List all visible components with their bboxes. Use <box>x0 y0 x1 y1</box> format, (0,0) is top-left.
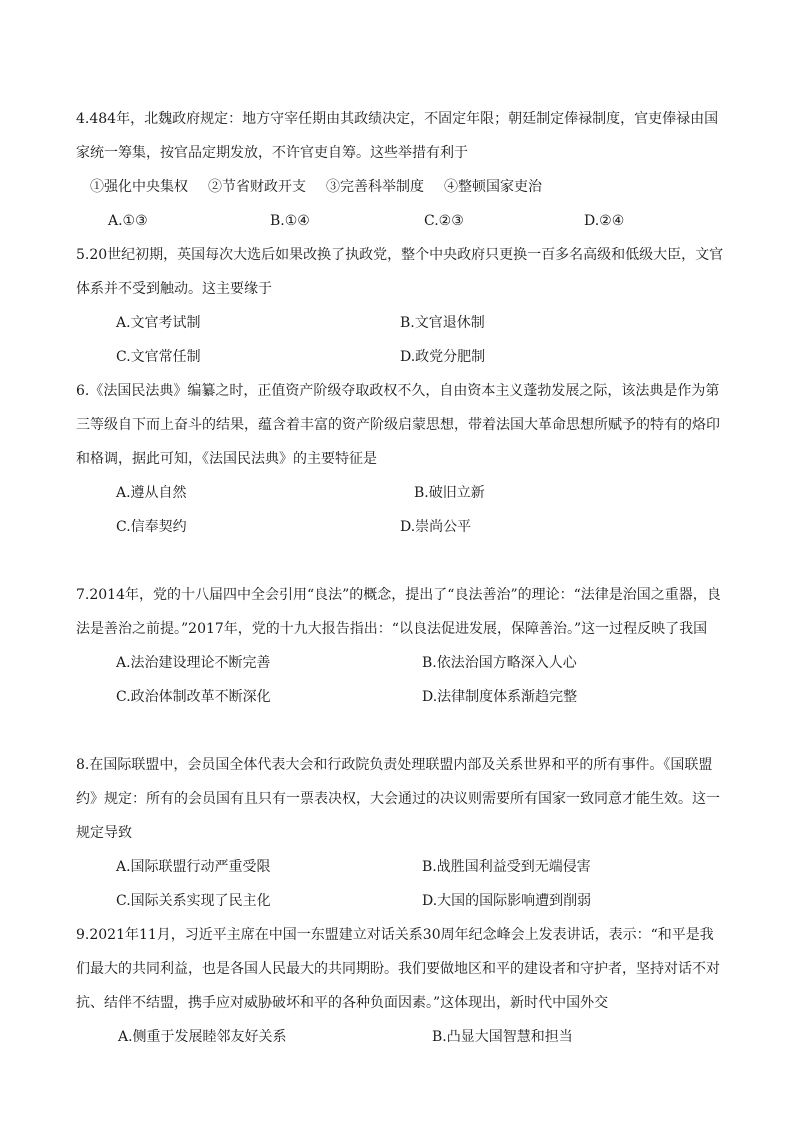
answer-options <box>76 680 724 714</box>
option-a: A.文官考试制 <box>116 315 201 331</box>
statement-item: ①强化中央集权 <box>90 179 188 195</box>
option-c: C.政治体制改革不断深化 <box>116 689 271 705</box>
option-b: B.文官退休制 <box>400 315 485 331</box>
question-9 <box>76 918 724 1054</box>
option-c: C.文官常任制 <box>116 349 201 365</box>
question-stem: 7.2014年，党的十八届四中全会引用“良法”的概念，提出了“良法善治”的理论：“法律是治国之重器，良法是善治之前提。”2017年，党的十九大报告指出：“以良法促进发展，保障善治。”这一过程反映了我国 <box>76 587 721 637</box>
question-stem: 5.20世纪初期，英国每次大选后如果改换了执政党，整个中央政府只更换一百多名高级和低级大臣，文官体系并不受到触动。这主要缘于 <box>76 247 724 297</box>
answer-options <box>76 850 724 884</box>
option-c: C.信奉契约 <box>116 519 187 535</box>
answer-options <box>76 646 724 680</box>
question-6 <box>76 374 724 544</box>
statement-item: ④整顿国家吏治 <box>444 179 542 195</box>
answer-options <box>76 510 724 544</box>
statement-item: ③完善科举制度 <box>326 179 424 195</box>
option-d: D.崇尚公平 <box>400 519 472 535</box>
option-d: D.法律制度体系渐趋完整 <box>422 689 578 705</box>
answer-options <box>76 340 724 374</box>
answer-options <box>76 1020 724 1054</box>
option-d: D.政党分肥制 <box>400 349 486 365</box>
option-b: B.凸显大国智慧和担当 <box>432 1029 573 1045</box>
question-stem: 8.在国际联盟中，会员国全体代表大会和行政院负责处理联盟内部及关系世界和平的所有事件。《国联盟约》规定：所有的会员国有且只有一票表决权，大会通过的决议则需要所有国家一致同意才能生效。这一规定导致 <box>76 757 720 841</box>
option-a: A.遵从自然 <box>116 485 187 501</box>
question-8 <box>76 748 724 918</box>
option-b: B.①④ <box>270 213 310 229</box>
answer-options <box>76 204 724 238</box>
option-d: D.②④ <box>584 213 625 229</box>
question-stem: 9.2021年11月，习近平主席在中国一东盟建立对话关系30周年纪念峰会上发表讲话，表示：“和平是我们最大的共同利益，也是各国人民最大的共同期盼。我们要做地区和平的建设者和守护者，坚持对话不对抗、结伴不结盟，携手应对威胁破坏和平的各种负面因素。”这体现出，新时代中国外交 <box>76 927 720 1011</box>
statement-items <box>76 170 724 204</box>
question-7 <box>76 578 724 714</box>
answer-options <box>76 306 724 340</box>
question-5 <box>76 238 724 374</box>
question-4 <box>76 102 724 238</box>
option-b: B.破旧立新 <box>414 485 485 501</box>
option-c: C.②③ <box>424 213 464 229</box>
answer-options <box>76 476 724 510</box>
option-a: A.法治建设理论不断完善 <box>116 655 271 671</box>
option-a: A.①③ <box>108 213 148 229</box>
option-a: A.侧重于发展睦邻友好关系 <box>118 1029 287 1045</box>
option-b: B.战胜国利益受到无端侵害 <box>422 859 591 875</box>
option-c: C.国际关系实现了民主化 <box>116 893 271 909</box>
question-stem: 6.《法国民法典》编纂之时，正值资产阶级夺取政权不久，自由资本主义蓬勃发展之际，该法典是作为第三等级自下而上奋斗的结果，蕴含着丰富的资产阶级启蒙思想，带着法国大革命思想所赋予的特有的烙印和格调，据此可知，《法国民法典》的主要特征是 <box>76 383 720 467</box>
option-b: B.依法治国方略深入人心 <box>422 655 577 671</box>
statement-item: ②节省财政开支 <box>208 179 306 195</box>
option-d: D.大国的国际影响遭到削弱 <box>422 893 592 909</box>
answer-options <box>76 884 724 918</box>
option-a: A.国际联盟行动严重受限 <box>116 859 271 875</box>
question-stem: 4.484年，北魏政府规定：地方守宰任期由其政绩决定，不固定年限；朝廷制定俸禄制度，官吏俸禄由国家统一筹集，按官品定期发放，不许官吏自筹。这些举措有利于 <box>76 111 719 161</box>
